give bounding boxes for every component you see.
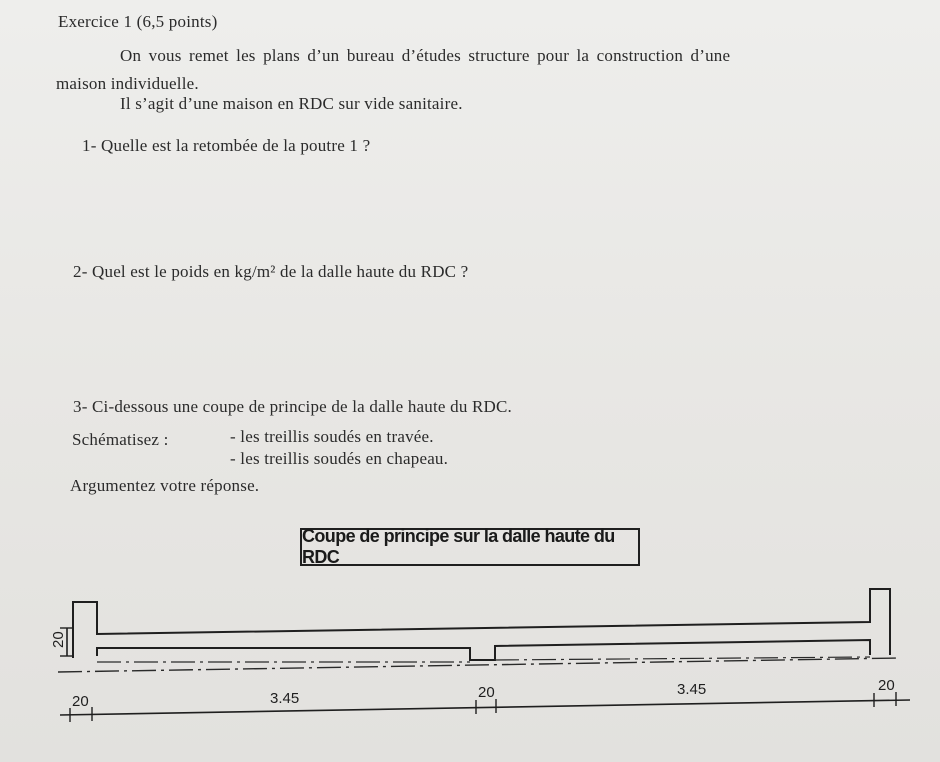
question-1: 1- Quelle est la retombée de la poutre 1 ? [82,136,371,155]
dim-center-support: 20 [478,684,495,701]
task-item-2: - les treillis soudés en chapeau. [230,449,449,468]
intro-line-3: Il s’agit d’une maison en RDC sur vide sanitaire. [120,94,463,113]
span-dimension-line [60,700,910,715]
exercise-title: Exercice 1 (6,5 points) [58,12,218,31]
dim-left-span: 3.45 [270,690,300,707]
slab-bottom-outline [97,640,870,660]
schematize-label: Schématisez : [72,430,169,449]
question-2: 2- Quel est le poids en kg/m² de la dalle haute du RDC ? [73,262,469,281]
diagram-title: Coupe de principe sur la dalle haute du RDC [300,528,640,566]
task-item-1: - les treillis soudés en travée. [230,427,434,446]
argue-instruction: Argumentez votre réponse. [70,476,260,495]
intro-line-1: On vous remet les plans d’un bureau d’études structure pour la construction d’une [120,46,731,65]
dim-right-span: 3.45 [677,681,707,698]
dim-right-support: 20 [878,677,895,694]
intro-line-2: maison individuelle. [56,74,199,93]
question-3: 3- Ci-dessous une coupe de principe de la dalle haute du RDC. [73,397,512,416]
dim-left-support: 20 [72,693,89,710]
slab-thickness-label: 20 [50,631,67,648]
